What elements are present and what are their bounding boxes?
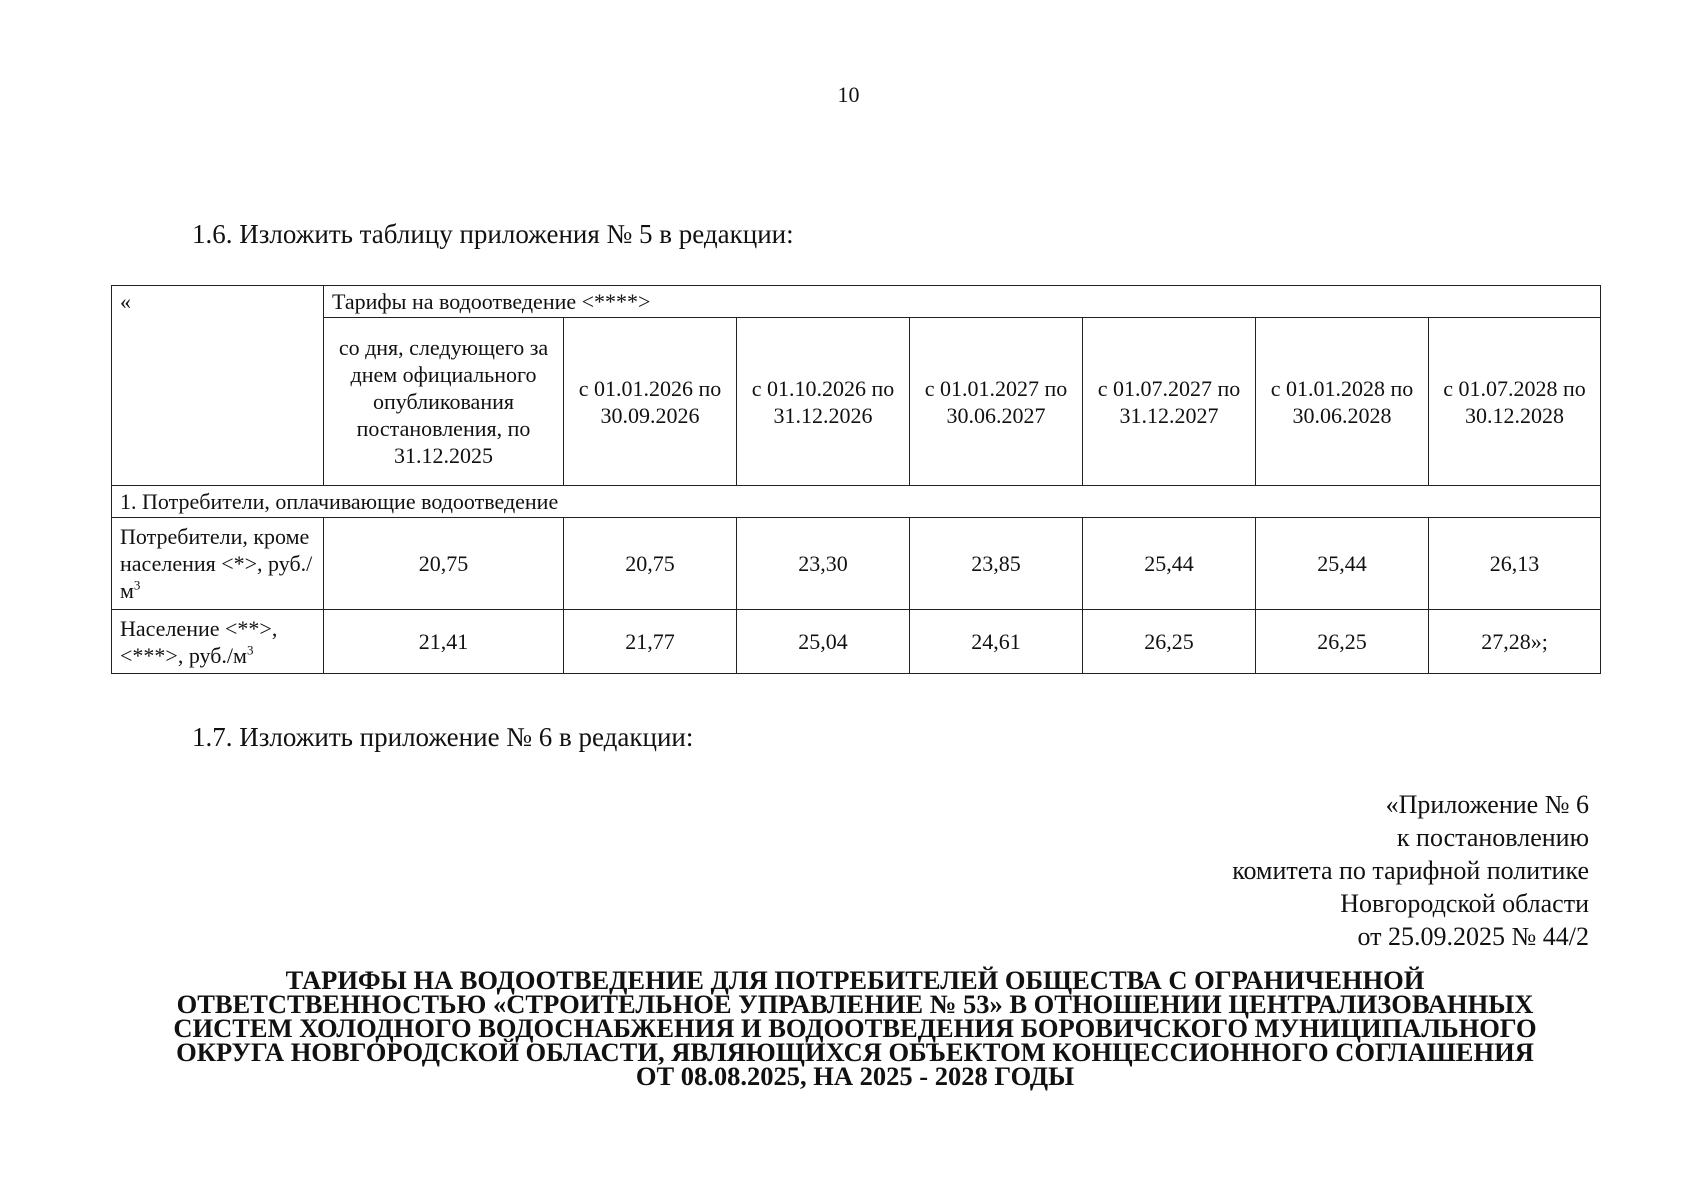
table-group-header: Тарифы на водоотведение <****>	[324, 286, 1601, 318]
period-header: с 01.07.2027 по 31.12.2027	[1083, 318, 1256, 486]
appendix-line: «Приложение № 6	[1385, 790, 1589, 819]
appendix-line: Новгородской области	[1340, 889, 1589, 918]
section-row: 1. Потребители, оплачивающие водоотведение	[112, 486, 1601, 518]
period-header: с 01.10.2026 по 31.12.2026	[737, 318, 910, 486]
title-line: ОТ 08.08.2025, НА 2025 - 2028 ГОДЫ	[635, 1061, 1075, 1091]
appendix-line: к постановлению	[1396, 823, 1589, 852]
table-row	[112, 610, 1601, 674]
title-line: ОКРУГА НОВГОРОДСКОЙ ОБЛАСТИ, ЯВЛЯЮЩИХСЯ ОБЪЕКТОМ КОНЦЕССИОННОГО СОГЛАШЕНИЯ	[176, 1037, 1534, 1067]
row-label	[112, 610, 324, 674]
appendix-reference	[1232, 788, 1589, 953]
tariff-value: 21,41	[324, 610, 564, 674]
period-header: со дня, следующего за днем официального опубликования постановления, по 31.12.2025	[324, 318, 564, 486]
period-header: с 01.01.2027 по 30.06.2027	[910, 318, 1083, 486]
tariff-value: 27,28»;	[1429, 610, 1601, 674]
row-label	[112, 518, 324, 610]
title-line: ОТВЕТСТВЕННОСТЬЮ «СТРОИТЕЛЬНОЕ УПРАВЛЕНИЕ № 53» В ОТНОШЕНИИ ЦЕНТРАЛИЗОВАННЫХ	[176, 989, 1534, 1019]
tariff-table	[111, 285, 1601, 674]
tariff-value: 25,44	[1256, 518, 1429, 610]
title-line: СИСТЕМ ХОЛОДНОГО ВОДОСНАБЖЕНИЯ И ВОДООТВЕДЕНИЯ БОРОВИЧСКОГО МУНИЦИПАЛЬНОГО	[173, 1013, 1537, 1043]
tariff-value: 26,13	[1429, 518, 1601, 610]
period-header: с 01.07.2028 по 30.12.2028	[1429, 318, 1601, 486]
row-label-text: Потребители, кроме населения <*>, руб./м	[120, 524, 313, 603]
tariff-value: 26,25	[1083, 610, 1256, 674]
tariff-value: 25,04	[737, 610, 910, 674]
open-quote: «	[120, 289, 131, 314]
page-number: 10	[837, 82, 860, 107]
tariff-value: 26,25	[1256, 610, 1429, 674]
paragraph-1-7: 1.7. Изложить приложение № 6 в редакции:	[192, 722, 694, 752]
appendix-line: комитета по тарифной политике	[1232, 856, 1589, 885]
tariff-value: 21,77	[564, 610, 737, 674]
tariff-value: 20,75	[324, 518, 564, 610]
paragraph-1-6: 1.6. Изложить таблицу приложения № 5 в редакции:	[192, 219, 794, 249]
table-corner-cell	[112, 286, 324, 486]
row-label-text: Население <**>, <***>, руб./м	[120, 615, 278, 668]
tariff-value: 25,44	[1083, 518, 1256, 610]
table-row	[112, 518, 1601, 610]
title-line: ТАРИФЫ НА ВОДООТВЕДЕНИЕ ДЛЯ ПОТРЕБИТЕЛЕЙ ОБЩЕСТВА С ОГРАНИЧЕННОЙ	[285, 965, 1425, 995]
unit-superscript: 3	[246, 642, 254, 658]
unit-superscript: 3	[133, 577, 141, 593]
appendix-line: от 25.09.2025 № 44/2	[1357, 922, 1589, 951]
period-header: с 01.01.2026 по 30.09.2026	[564, 318, 737, 486]
tariff-value: 20,75	[564, 518, 737, 610]
tariff-value: 24,61	[910, 610, 1083, 674]
document-title	[110, 965, 1600, 1091]
period-header: с 01.01.2028 по 30.06.2028	[1256, 318, 1429, 486]
tariff-value: 23,85	[910, 518, 1083, 610]
tariff-value: 23,30	[737, 518, 910, 610]
